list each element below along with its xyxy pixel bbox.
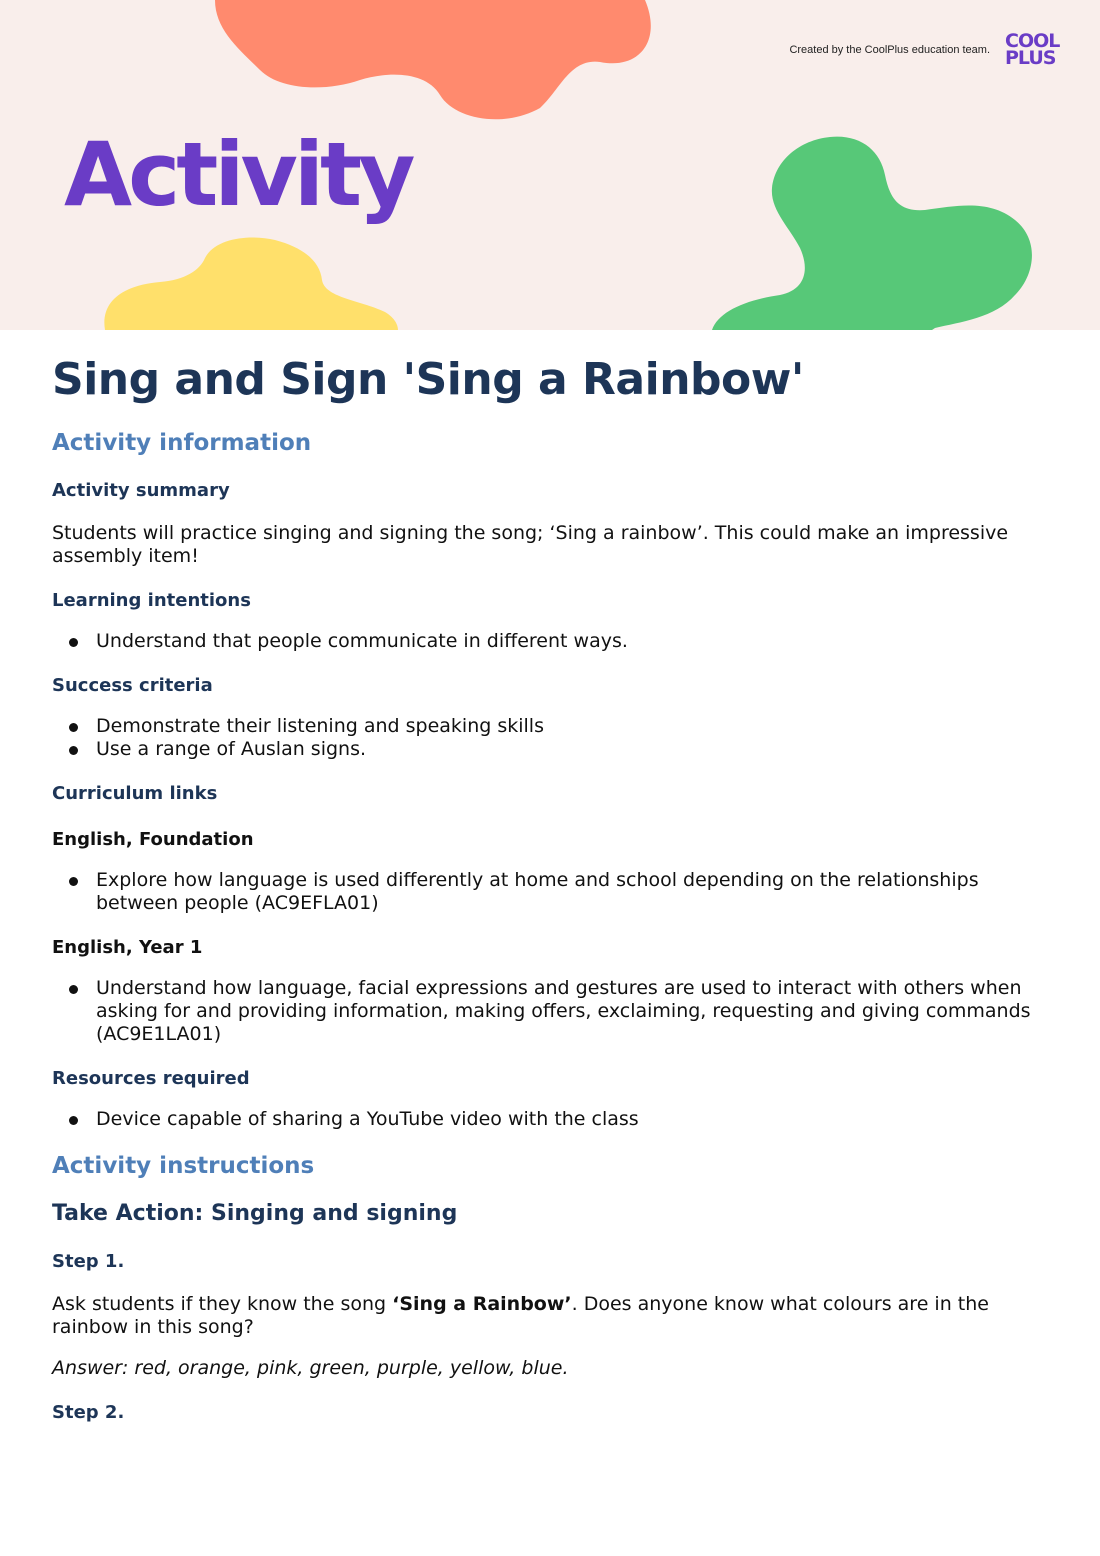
logo-line-cool: COOL xyxy=(1005,30,1060,52)
page-title: Sing and Sign 'Sing a Rainbow' xyxy=(52,354,804,405)
credit-text: Created by the CoolPlus education team. xyxy=(789,44,990,56)
list-item: Device capable of sharing a YouTube video with the class xyxy=(96,1108,1052,1131)
activity-information-heading: Activity information xyxy=(52,430,312,456)
coolplus-logo xyxy=(1005,30,1067,69)
learning-intentions-list xyxy=(52,630,1052,653)
step-1-heading: Step 1. xyxy=(52,1251,125,1272)
activity-instructions-heading: Activity instructions xyxy=(52,1153,315,1179)
resources-required-heading: Resources required xyxy=(52,1068,250,1089)
list-item: Explore how language is used differently at home and school depending on the relationships between people (AC9EFLA01) xyxy=(96,869,1052,915)
learning-intentions-heading: Learning intentions xyxy=(52,590,251,611)
banner-title: Activity xyxy=(64,123,412,226)
step-1-answer: Answer: red, orange, pink, green, purple, yellow, blue. xyxy=(52,1357,569,1379)
step-1-text-before: Ask students if they know the song xyxy=(52,1293,393,1315)
header-banner xyxy=(0,0,1100,330)
green-blob xyxy=(712,137,1032,330)
song-title: ‘Sing a Rainbow’ xyxy=(392,1293,572,1315)
list-item: Use a range of Auslan signs. xyxy=(96,738,1052,761)
activity-summary-heading: Activity summary xyxy=(52,480,230,501)
list-item: Understand how language, facial expressions and gestures are used to interact with others when asking for and providing information, making offers, exclaiming, requesting and giving commands (AC9E1LA01) xyxy=(96,977,1052,1046)
activity-summary-text: Students will practice singing and signing the song; ‘Sing a rainbow’. This could make an impressive assembly item! xyxy=(52,522,1009,567)
resources-required-list xyxy=(52,1108,1052,1131)
step-1-text xyxy=(52,1293,1052,1339)
list-item: Demonstrate their listening and speaking skills xyxy=(96,715,1052,738)
english-year1-heading: English, Year 1 xyxy=(52,937,203,958)
list-item: Understand that people communicate in different ways. xyxy=(96,630,1052,653)
logo-line-plus: PLUS xyxy=(1005,47,1056,69)
step-2-heading: Step 2. xyxy=(52,1402,125,1423)
success-criteria-heading: Success criteria xyxy=(52,675,213,696)
success-criteria-list xyxy=(52,715,1052,761)
step-1-text-after: . Does anyone know what colours are in the rainbow in this song? xyxy=(52,1293,989,1338)
coral-blob xyxy=(215,0,651,119)
english-year1-list xyxy=(52,977,1052,1046)
yellow-blob xyxy=(104,237,398,330)
english-foundation-list xyxy=(52,869,1052,915)
curriculum-links-heading: Curriculum links xyxy=(52,783,218,804)
take-action-heading: Take Action: Singing and signing xyxy=(52,1201,458,1226)
main-content xyxy=(52,330,1052,1426)
english-foundation-heading: English, Foundation xyxy=(52,829,254,850)
